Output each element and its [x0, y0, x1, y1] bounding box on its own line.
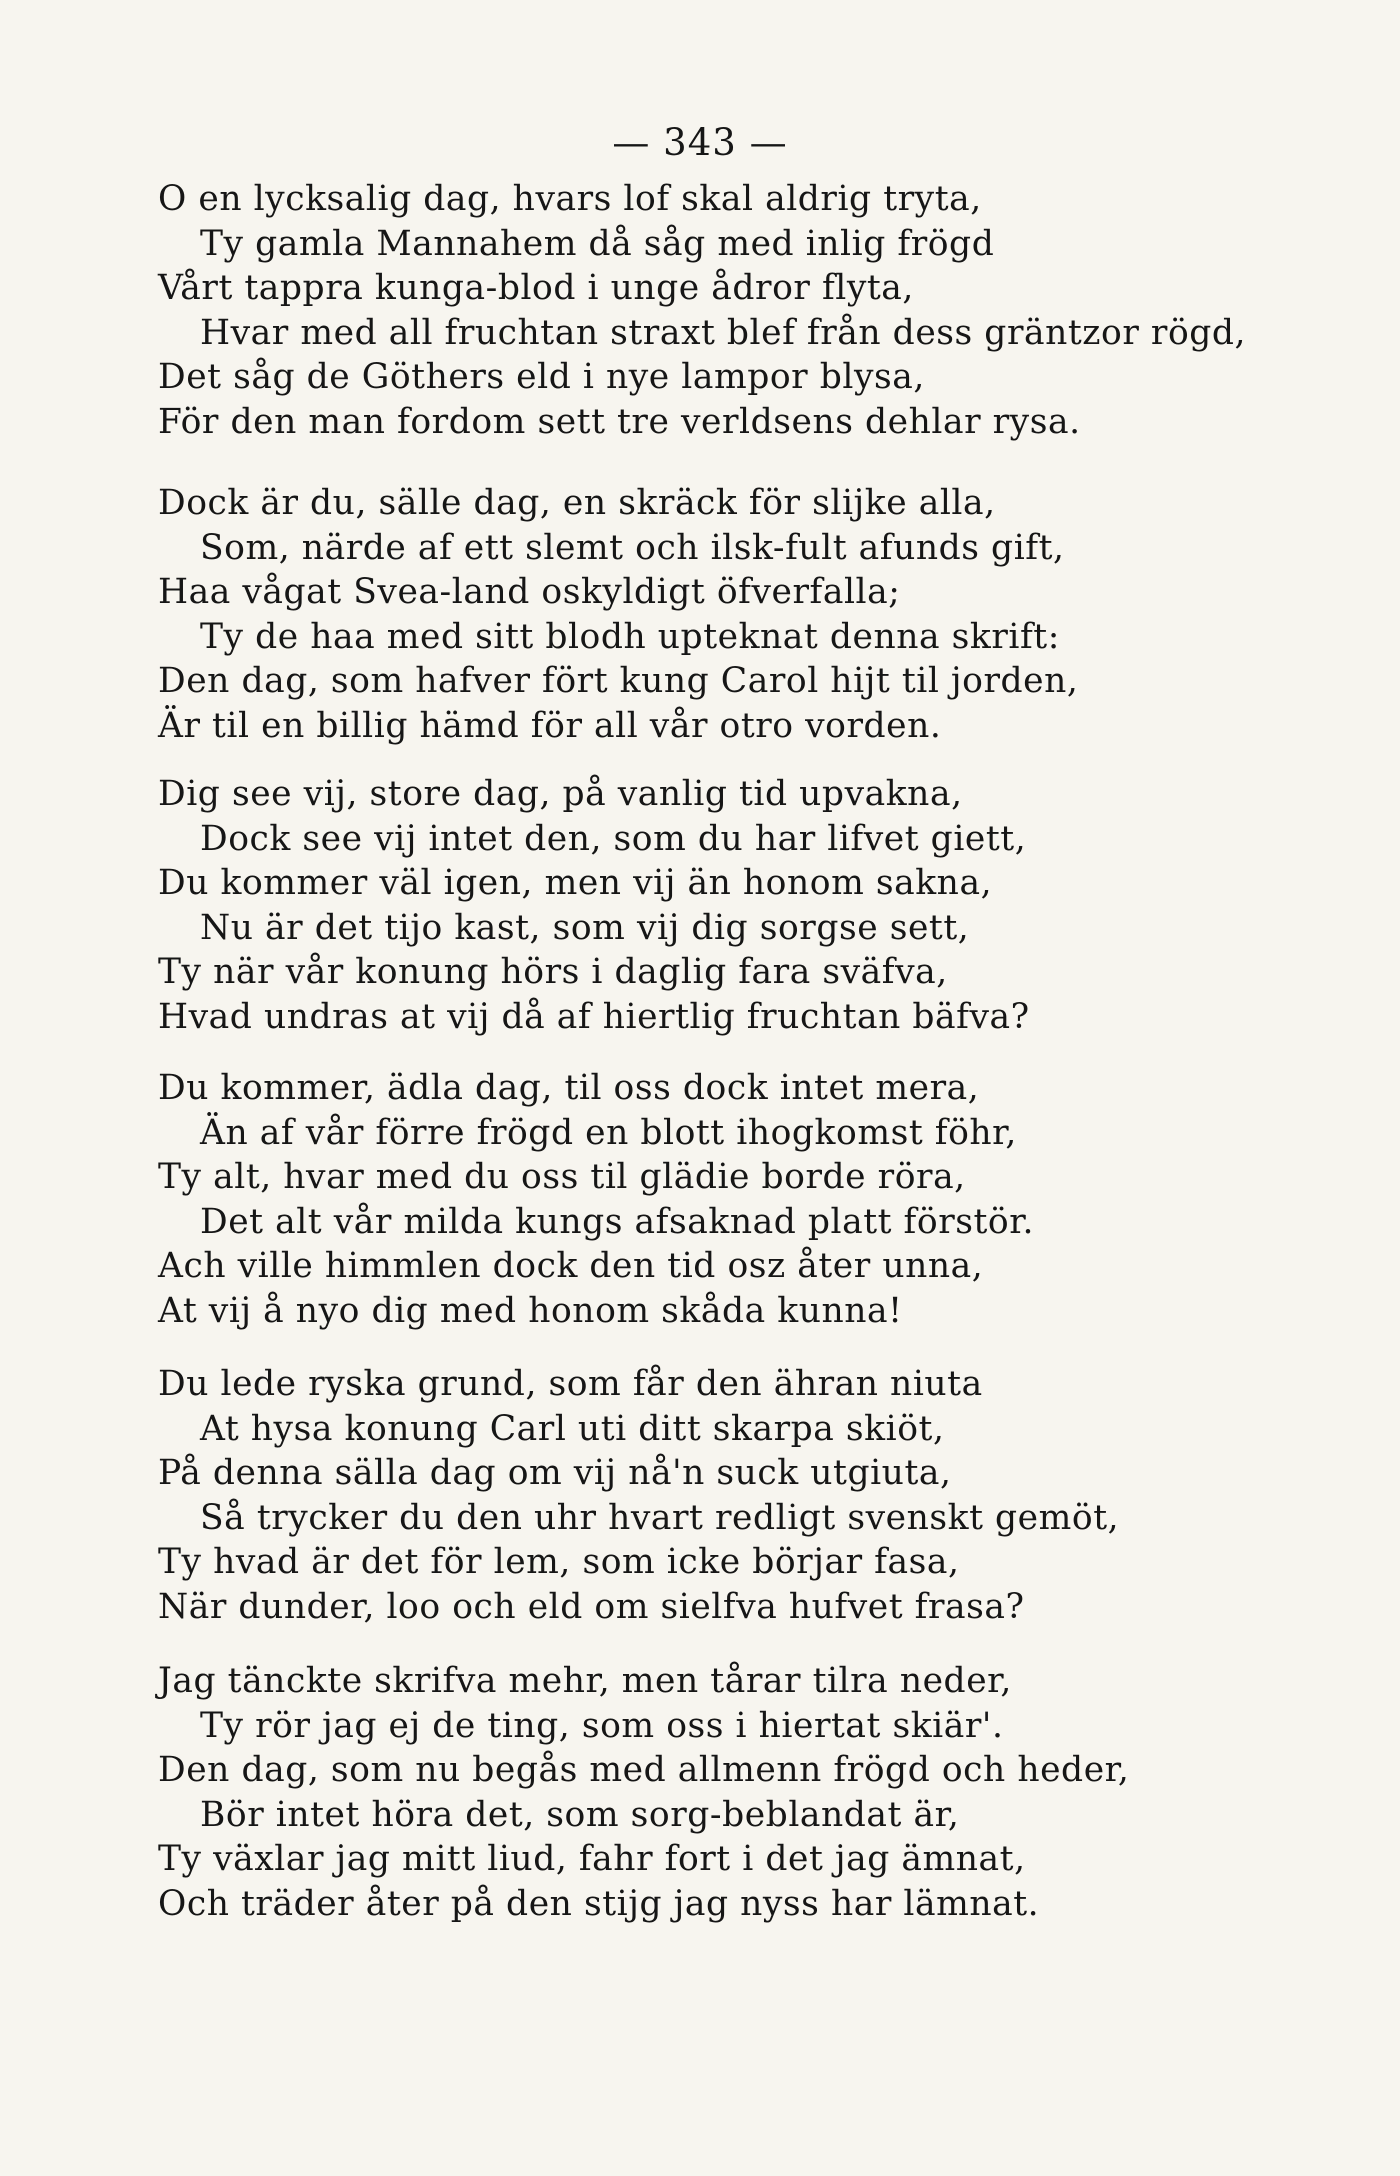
- verse-line: Ty hvad är det för lem, som icke börjar fasa,: [158, 1542, 960, 1582]
- verse-line: Ty när vår konung hörs i daglig fara sväfva,: [158, 952, 948, 992]
- verse-line: At vij å nyo dig med honom skåda kunna!: [158, 1290, 903, 1331]
- verse-line: På denna sälla dag om vij nå'n suck utgiuta,: [158, 1453, 952, 1493]
- verse-line: När dunder, loo och eld om sielfva hufvet frasa?: [158, 1586, 1025, 1627]
- stanza-4: [158, 1066, 1298, 1333]
- stanza-5: [158, 1362, 1298, 1629]
- stanza-3: [158, 772, 1298, 1039]
- verse-line: Bör intet höra det, som sorg-beblandat är,: [200, 1794, 960, 1835]
- stanza-2: [158, 481, 1298, 748]
- verse-line: Dig see vij, store dag, på vanlig tid upvakna,: [158, 774, 963, 814]
- verse-line: Nu är det tijo kast, som vij dig sorgse sett,: [200, 907, 970, 948]
- verse-line: Du kommer väl igen, men vij än honom sakna,: [158, 863, 993, 903]
- verse-line: Dock är du, sälle dag, en skräck för slijke alla,: [158, 483, 996, 523]
- verse-line: Och träder åter på den stijg jag nyss har lämnat.: [158, 1883, 1040, 1924]
- verse-line: Ty gamla Mannahem då såg med inlig frögd: [200, 223, 995, 264]
- verse-line: Du lede ryska grund, som får den ähran niuta: [158, 1364, 983, 1404]
- verse-line: Vårt tappra kunga-blod i unge ådror flyta,: [158, 268, 914, 308]
- verse-line: Ty rör jag ej de ting, som oss i hiertat skiär'.: [200, 1705, 1004, 1746]
- verse-line: Det såg de Göthers eld i nye lampor blysa,: [158, 357, 925, 397]
- stanza-1: [158, 177, 1298, 444]
- verse-line: Än af vår förre frögd en blott ihogkomst föhr,: [200, 1112, 1017, 1153]
- verse-line: Jag tänckte skrifva mehr, men tårar tilra neder,: [158, 1661, 1012, 1701]
- verse-line: Ty växlar jag mitt liud, fahr fort i det jag ämnat,: [158, 1839, 1026, 1879]
- verse-line: Den dag, som hafver fört kung Carol hijt til jorden,: [158, 661, 1079, 701]
- verse-line: Haa vågat Svea-land oskyldigt öfverfalla;: [158, 572, 901, 612]
- verse-line: Den dag, som nu begås med allmenn frögd och heder,: [158, 1750, 1130, 1790]
- stanza-6: [158, 1659, 1298, 1926]
- verse-line: O en lycksalig dag, hvars lof skal aldrig tryta,: [158, 179, 982, 219]
- verse-line: Det alt vår milda kungs afsaknad platt förstör.: [200, 1201, 1034, 1242]
- verse-line: Så trycker du den uhr hvart redligt svenskt gemöt,: [200, 1497, 1120, 1538]
- verse-line: Ach ville himmlen dock den tid osz åter unna,: [158, 1246, 984, 1286]
- verse-line: För den man fordom sett tre verldsens dehlar rysa.: [158, 401, 1081, 442]
- verse-line: Är til en billig hämd för all vår otro vorden.: [158, 705, 942, 746]
- verse-line: Hvad undras at vij då af hiertlig fruchtan bäfva?: [158, 996, 1030, 1037]
- verse-line: Hvar med all fruchtan straxt blef från dess gräntzor rögd,: [200, 312, 1247, 353]
- verse-line: Dock see vij intet den, som du har lifvet giett,: [200, 818, 1027, 859]
- verse-line: Du kommer, ädla dag, til oss dock intet mera,: [158, 1068, 980, 1108]
- verse-line: Ty alt, hvar med du oss til glädie borde röra,: [158, 1157, 966, 1197]
- verse-line: Som, närde af ett slemt och ilsk-fult afunds gift,: [200, 527, 1065, 568]
- page-number: — 343 —: [612, 121, 788, 164]
- verse-line: At hysa konung Carl uti ditt skarpa skiöt,: [200, 1408, 945, 1449]
- verse-line: Ty de haa med sitt blodh upteknat denna skrift:: [200, 616, 1060, 657]
